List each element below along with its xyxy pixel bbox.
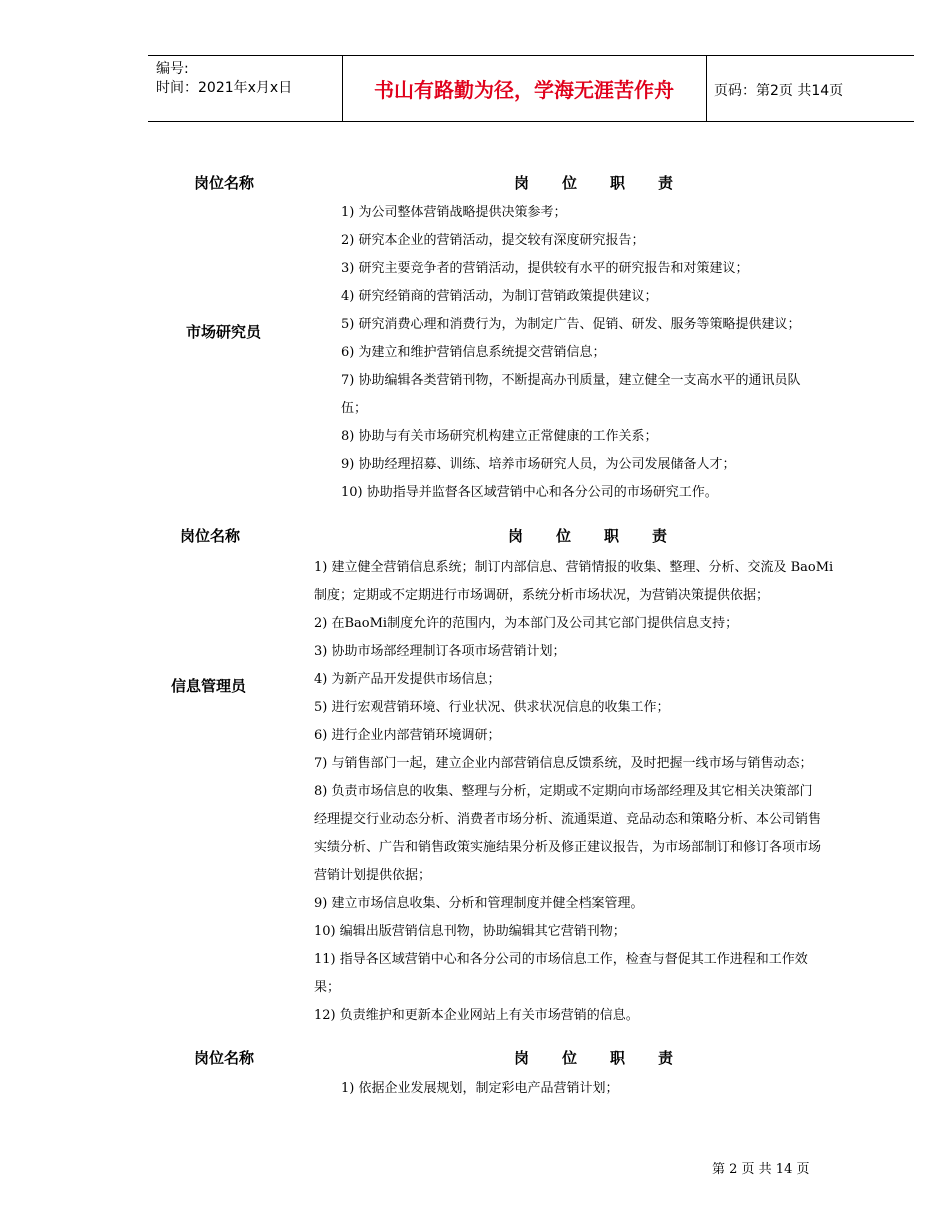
page-info: 页码：第2页 共14页: [714, 83, 844, 99]
column-title-duties: 岗 位 职 责: [508, 527, 668, 545]
duty-line: 11) 指导各区域营销中心和各分公司的市场信息工作，检查与督促其工作进程和工作效: [314, 952, 808, 967]
duty-line: 8) 协助与有关市场研究机构建立正常健康的工作关系；: [341, 429, 658, 444]
duty-line: 营销计划提供依据；: [314, 868, 432, 883]
duty-line: 3) 研究主要竞争者的营销活动，提供较有水平的研究报告和对策建议；: [341, 261, 749, 276]
duty-line: 1) 依据企业发展规划，制定彩电产品营销计划；: [341, 1081, 619, 1096]
duty-line: 9) 建立市场信息收集、分析和管理制度并健全档案管理。: [314, 896, 644, 911]
duty-line: 5) 进行宏观营销环境、行业状况、供求状况信息的收集工作；: [314, 700, 670, 715]
header-motto: 书山有路勤为径，学海无涯苦作舟: [374, 78, 674, 102]
duty-line: 12) 负责维护和更新本企业网站上有关市场营销的信息。: [314, 1008, 639, 1023]
document-number-label: 编号:: [156, 61, 189, 77]
duty-line: 2) 在BaoMi制度允许的范围内，为本部门及公司其它部门提供信息支持；: [314, 616, 739, 631]
duty-line: 4) 为新产品开发提供市场信息；: [314, 672, 501, 687]
duty-line: 制度；定期或不定期进行市场调研，系统分析市场状况，为营销决策提供依据；: [314, 588, 770, 603]
duty-line: 3) 协助市场部经理制订各项市场营销计划；: [314, 644, 566, 659]
duty-line: 1) 建立健全营销信息系统；制订内部信息、营销情报的收集、整理、分析、交流及 BaoMi: [314, 560, 834, 575]
duty-line: 果；: [314, 980, 341, 995]
document-time-label: 时间：2021年x月x日: [156, 80, 293, 96]
page-footer: 第 2 页 共 14 页: [712, 1162, 810, 1177]
role-name: 信息管理员: [171, 677, 247, 695]
duty-line: 实绩分析、广告和销售政策实施结果分析及修正建议报告，为市场部制订和修订各项市场: [314, 840, 822, 855]
column-title-position: 岗位名称: [180, 527, 241, 545]
duty-line: 10) 协助指导并监督各区域营销中心和各分公司的市场研究工作。: [341, 485, 718, 500]
duty-line: 10) 编辑出版营销信息刊物，协助编辑其它营销刊物；: [314, 924, 626, 939]
role-name: 市场研究员: [186, 323, 262, 341]
duty-line: 7) 与销售部门一起，建立企业内部营销信息反馈系统，及时把握一线市场与销售动态；: [314, 756, 813, 771]
column-title-duties: 岗 位 职 责: [514, 174, 674, 192]
column-title-position: 岗位名称: [194, 1049, 255, 1067]
duty-line: 8) 负责市场信息的收集、整理与分析，定期或不定期向市场部经理及其它相关决策部门: [314, 784, 813, 799]
header-top-border: [148, 55, 914, 56]
duty-line: 4) 研究经销商的营销活动，为制订营销政策提供建议；: [341, 289, 658, 304]
duty-line: 7) 协助编辑各类营销刊物，不断提高办刊质量，建立健全一支高水平的通讯员队: [341, 373, 801, 388]
header-divider-right: [706, 55, 707, 121]
header-bottom-border: [148, 121, 914, 122]
duty-line: 5) 研究消费心理和消费行为，为制定广告、促销、研发、服务等策略提供建议；: [341, 317, 801, 332]
duty-line: 经理提交行业动态分析、消费者市场分析、流通渠道、竞品动态和策略分析、本公司销售: [314, 812, 822, 827]
column-title-position: 岗位名称: [194, 174, 255, 192]
column-title-duties: 岗 位 职 责: [514, 1049, 674, 1067]
duty-line: 9) 协助经理招募、训练、培养市场研究人员，为公司发展储备人才；: [341, 457, 736, 472]
duty-line: 6) 为建立和维护营销信息系统提交营销信息；: [341, 345, 606, 360]
duty-line: 1) 为公司整体营销战略提供决策参考；: [341, 205, 567, 220]
duty-line: 6) 进行企业内部营销环境调研；: [314, 728, 501, 743]
duty-line: 2) 研究本企业的营销活动，提交较有深度研究报告；: [341, 233, 645, 248]
duty-line: 伍；: [341, 401, 368, 416]
